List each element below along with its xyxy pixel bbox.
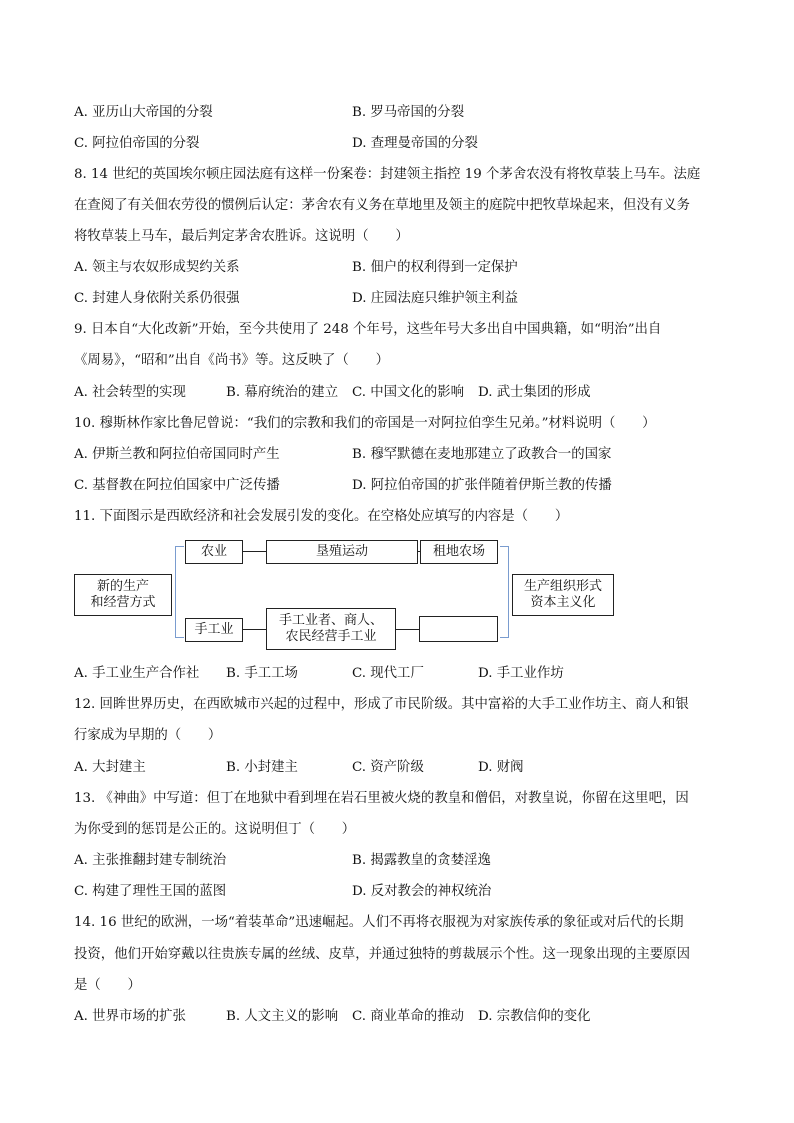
diagram-right-box (512, 574, 614, 616)
q7-option-b[interactable]: B. 罗马帝国的分裂 (352, 105, 465, 120)
q8-option-b[interactable]: B. 佃户的权利得到一定保护 (352, 260, 518, 275)
diagram-right-box-line: 生产组织形式 (523, 579, 602, 594)
diagram-left-box-line: 和经营方式 (90, 595, 156, 610)
q9-option-d[interactable]: D. 武士集团的形成 (478, 385, 591, 400)
left-brace (175, 546, 184, 638)
right-brace (500, 546, 509, 638)
q8-option-a[interactable]: A. 领主与农奴形成契约关系 (74, 260, 240, 275)
q10-option-b[interactable]: B. 穆罕默德在麦地那建立了政教合一的国家 (352, 447, 612, 462)
diagram-bottom-mid-line: 手工业者、商人、 (278, 613, 383, 628)
q11-option-c[interactable]: C. 现代工厂 (352, 666, 424, 681)
connector-line (242, 551, 266, 552)
q13-option-a[interactable]: A. 主张推翻封建专制统治 (74, 853, 227, 868)
diagram-bottom-left-box: 手工业 (185, 618, 243, 642)
q14-option-c[interactable]: C. 商业革命的推动 (352, 1009, 465, 1024)
q13-option-d[interactable]: D. 反对教会的神权统治 (352, 884, 492, 899)
diagram-left-box-line: 新的生产 (96, 579, 149, 594)
q11-option-d[interactable]: D. 手工业作坊 (478, 666, 564, 681)
q13-option-c[interactable]: C. 构建了理性王国的蓝图 (74, 884, 227, 899)
connector-line (242, 629, 266, 630)
diagram-left-box (74, 574, 172, 616)
q9-option-a[interactable]: A. 社会转型的实现 (74, 385, 186, 400)
q12-option-a[interactable]: A. 大封建主 (74, 760, 146, 775)
q11-stem-line: 11. 下面图示是西欧经济和社会发展引发的变化。在空格处应填写的内容是（ ） (74, 509, 569, 524)
q9-stem-line: 《周易》，“昭和”出自《尚书》等。这反映了（ ） (74, 353, 389, 368)
q7-option-d[interactable]: D. 查理曼帝国的分裂 (352, 136, 478, 151)
q14-option-a[interactable]: A. 世界市场的扩张 (74, 1009, 186, 1024)
q12-stem-line: 行家成为早期的（ ） (74, 728, 222, 743)
q14-stem-line: 是（ ） (74, 978, 141, 993)
flow-diagram (72, 536, 632, 656)
q13-stem-line: 为你受到的惩罚是公正的。这说明但丁（ ） (74, 822, 356, 837)
q9-stem-line: 9. 日本自“大化改新”开始，至今共使用了 248 个年号，这些年号大多出自中国典籍，如“明治”出自 (74, 322, 662, 337)
diagram-bottom-mid-box (266, 608, 396, 650)
q9-option-b[interactable]: B. 幕府统治的建立 (226, 385, 339, 400)
diagram-right-box-line: 资本主义化 (530, 595, 596, 610)
q12-option-c[interactable]: C. 资产阶级 (352, 760, 424, 775)
q8-option-c[interactable]: C. 封建人身依附关系仍很强 (74, 291, 240, 306)
q14-stem-line: 投资，他们开始穿戴以往贵族专属的丝绒、皮草，并通过独特的剪裁展示个性。这一现象出现的主要原因 (74, 947, 690, 962)
diagram-top-mid-box: 垦殖运动 (266, 540, 418, 564)
q10-stem-line: 10. 穆斯林作家比鲁尼曾说：“我们的宗教和我们的帝国是一对阿拉伯孪生兄弟。”材料说明（ ） (74, 416, 656, 431)
q14-option-d[interactable]: D. 宗教信仰的变化 (478, 1009, 591, 1024)
q9-option-c[interactable]: C. 中国文化的影响 (352, 385, 465, 400)
diagram-top-left-box: 农业 (185, 540, 243, 564)
q8-stem-line: 将牧草装上马车，最后判定茅舍农胜诉。这说明（ ） (74, 229, 409, 244)
q10-option-d[interactable]: D. 阿拉伯帝国的扩张伴随着伊斯兰教的传播 (352, 478, 612, 493)
q8-option-d[interactable]: D. 庄园法庭只维护领主利益 (352, 291, 519, 306)
q13-stem-line: 13. 《神曲》中写道：但丁在地狱中看到埋在岩石里被火烧的教皇和僧侣，对教皇说，你留在这里吧，因 (74, 791, 689, 806)
q12-option-b[interactable]: B. 小封建主 (226, 760, 298, 775)
diagram-blank-box (419, 616, 498, 642)
q10-option-a[interactable]: A. 伊斯兰教和阿拉伯帝国同时产生 (74, 447, 280, 462)
diagram-top-right-box: 租地农场 (420, 540, 498, 564)
q10-option-c[interactable]: C. 基督教在阿拉伯国家中广泛传播 (74, 478, 280, 493)
q11-option-b[interactable]: B. 手工工场 (226, 666, 298, 681)
q7-option-c[interactable]: C. 阿拉伯帝国的分裂 (74, 136, 200, 151)
q8-stem-line: 8. 14 世纪的英国埃尔顿庄园法庭有这样一份案卷：封建领主指控 19 个茅舍农没有将牧草装上马车。法庭 (74, 167, 701, 182)
q13-option-b[interactable]: B. 揭露教皇的贪婪淫逸 (352, 853, 491, 868)
q12-stem-line: 12. 回眸世界历史，在西欧城市兴起的过程中，形成了市民阶级。其中富裕的大手工业作坊主、商人和银 (74, 697, 689, 712)
q12-option-d[interactable]: D. 财阀 (478, 760, 524, 775)
q14-stem-line: 14. 16 世纪的欧洲，一场“着装革命”迅速崛起。人们不再将衣服视为对家族传承的象征或对后代的长期 (74, 915, 684, 930)
q14-option-b[interactable]: B. 人文主义的影响 (226, 1009, 339, 1024)
q8-stem-line: 在查阅了有关佃农劳役的惯例后认定：茅舍农有义务在草地里及领主的庭院中把牧草垛起来，但没有义务 (74, 198, 690, 213)
diagram-bottom-mid-line: 农民经营手工业 (285, 629, 377, 644)
connector-line (395, 629, 419, 630)
q7-option-a[interactable]: A. 亚历山大帝国的分裂 (74, 105, 213, 120)
q11-option-a[interactable]: A. 手工业生产合作社 (74, 666, 200, 681)
